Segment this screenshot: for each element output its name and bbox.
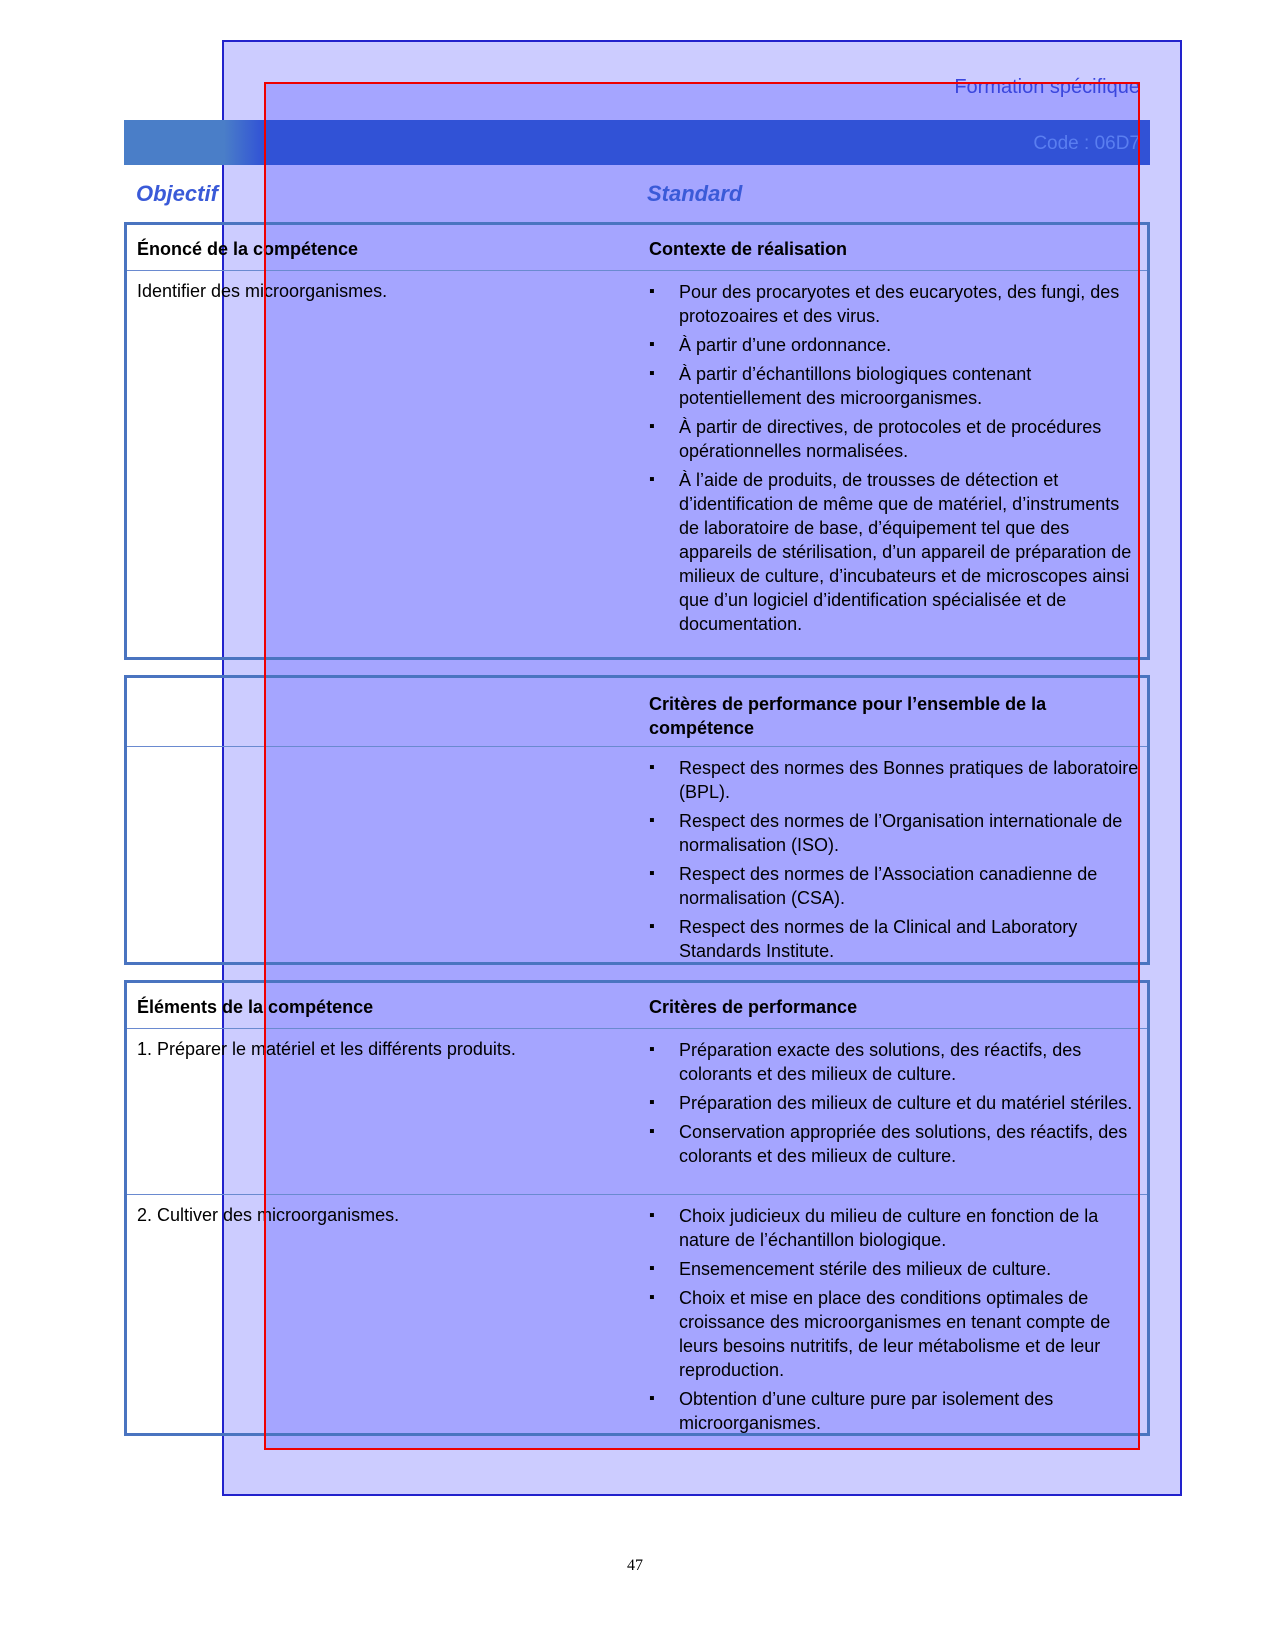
list-item: ▪ À partir d’une ordonnance. — [649, 333, 1144, 357]
table-row — [127, 1029, 1147, 1195]
context-list-container — [649, 280, 1144, 641]
overall-performance-table — [124, 675, 1150, 965]
table-row — [127, 747, 1147, 962]
overall-criteria-container — [649, 756, 1144, 968]
page-header-title: Formation spécifique — [954, 76, 1140, 98]
element-2-criteria-container — [649, 1204, 1144, 1440]
list-item: ▪ Respect des normes de l’Association canadienne de normalisation (CSA). — [649, 862, 1144, 910]
header-band — [124, 120, 1150, 165]
competence-statement-table — [124, 222, 1150, 660]
overall-criteria-list — [649, 756, 1144, 963]
list-item: ▪ Obtention d’une culture pure par isolement des microorganismes. — [649, 1387, 1144, 1435]
enonce-header: Énoncé de la compétence — [137, 239, 359, 259]
list-item: ▪ Conservation appropriée des solutions, des réactifs, des colorants et des milieux de culture. — [649, 1120, 1144, 1168]
element-1-criteria-list — [649, 1038, 1144, 1168]
competence-elements-table — [124, 980, 1150, 1436]
element-1: 1. Préparer le matériel et les différents produits. — [137, 1039, 516, 1059]
table-header-row — [127, 983, 1147, 1029]
contexte-header: Contexte de réalisation — [649, 239, 848, 259]
list-item: ▪ Choix et mise en place des conditions optimales de croissance des microorganismes en tenant compte de leurs besoins nutritifs, de leur métabolisme et de leur reproduction. — [649, 1286, 1144, 1382]
list-item: ▪ À partir d’échantillons biologiques contenant potentiellement des microorganismes. — [649, 362, 1144, 410]
course-code: Code : 06D7 — [1033, 133, 1140, 154]
list-item: ▪ Préparation exacte des solutions, des réactifs, des colorants et des milieux de culture. — [649, 1038, 1144, 1086]
list-item: ▪ À l’aide de produits, de trousses de détection et d’identification de même que de matériel, d’instruments de laboratoire de base, d’équipement tel que des appareils de stérilisation, d’un appareil de préparation de milieux de culture, d’incubateurs et de microscopes ainsi que d’un logiciel d’identification spécialisée et de documentation. — [649, 468, 1144, 636]
list-item: ▪ À partir de directives, de protocoles et de procédures opérationnelles normalisées. — [649, 415, 1144, 463]
list-item: ▪ Respect des normes des Bonnes pratiques de laboratoire (BPL). — [649, 756, 1144, 804]
list-item: ▪ Respect des normes de l’Organisation internationale de normalisation (ISO). — [649, 809, 1144, 857]
list-item: ▪ Ensemencement stérile des milieux de culture. — [649, 1257, 1144, 1281]
table-row — [127, 1195, 1147, 1433]
list-item: ▪ Respect des normes de la Clinical and Laboratory Standards Institute. — [649, 915, 1144, 963]
context-list — [649, 280, 1144, 636]
column-heading-standard: Standard — [647, 181, 743, 206]
competence-statement: Identifier des microorganismes. — [137, 281, 388, 301]
table-header-row — [127, 225, 1147, 271]
page-number: 47 — [627, 1557, 643, 1574]
overall-criteria-header: Critères de performance pour l’ensemble de la compétence — [649, 694, 1047, 738]
criteria-header: Critères de performance — [649, 997, 858, 1017]
elements-header: Éléments de la compétence — [137, 997, 374, 1017]
element-2-criteria-list — [649, 1204, 1144, 1435]
list-item: ▪ Choix judicieux du milieu de culture en fonction de la nature de l’échantillon biologique. — [649, 1204, 1144, 1252]
element-2: 2. Cultiver des microorganismes. — [137, 1205, 400, 1225]
column-heading-objectif: Objectif — [136, 181, 218, 206]
table-header-row — [127, 678, 1147, 747]
element-1-criteria-container — [649, 1038, 1144, 1173]
table-row — [127, 271, 1147, 657]
list-item: ▪ Pour des procaryotes et des eucaryotes, des fungi, des protozoaires et des virus. — [649, 280, 1144, 328]
list-item: ▪ Préparation des milieux de culture et du matériel stériles. — [649, 1091, 1144, 1115]
